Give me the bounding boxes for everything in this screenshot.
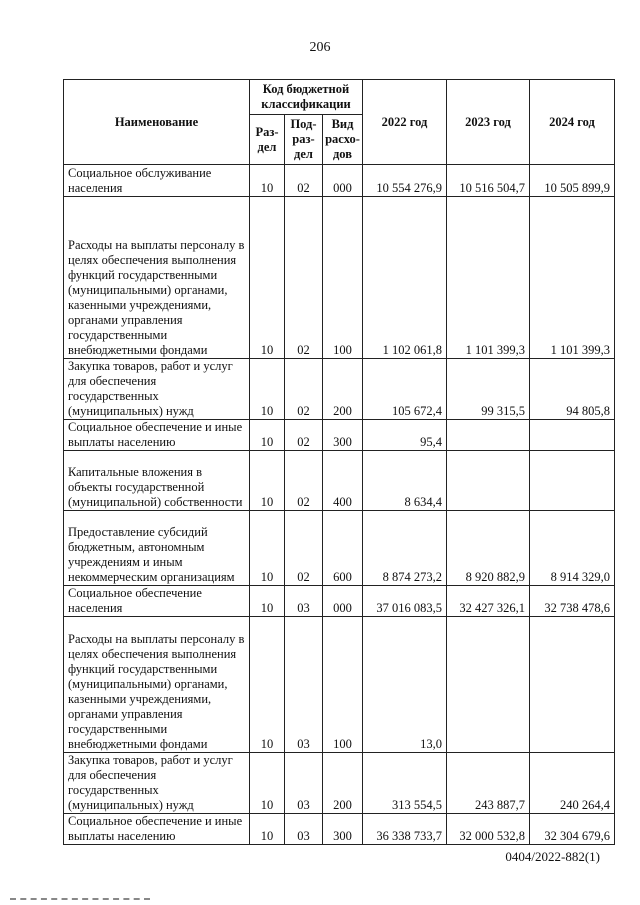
budget-table	[63, 79, 615, 845]
table-row	[64, 359, 615, 420]
row-expense-type: 600	[323, 511, 363, 586]
row-value-2023: 243 887,7	[447, 753, 530, 814]
row-value-2024: 32 738 478,6	[530, 586, 615, 617]
page-number: 206	[309, 40, 331, 55]
row-value-2024	[530, 451, 615, 511]
row-value-2024: 94 805,8	[530, 359, 615, 420]
row-subsection: 02	[285, 197, 323, 359]
table-header	[64, 80, 615, 165]
header-subsection: Под-раз-дел	[285, 115, 323, 165]
row-value-2024	[530, 617, 615, 753]
row-section: 10	[250, 420, 285, 451]
row-value-2024: 1 101 399,3	[530, 197, 615, 359]
row-name: Закупка товаров, работ и услуг для обеспечения государственных (муниципальных) нужд	[64, 359, 250, 420]
row-section: 10	[250, 617, 285, 753]
row-section: 10	[250, 165, 285, 197]
row-name: Социальное обеспечение и иные выплаты населению	[64, 420, 250, 451]
table-row	[64, 814, 615, 845]
row-expense-type: 100	[323, 617, 363, 753]
header-year-2023: 2023 год	[447, 80, 530, 165]
row-value-2023: 32 427 326,1	[447, 586, 530, 617]
row-subsection: 02	[285, 420, 323, 451]
row-name: Социальное обеспечение населения	[64, 586, 250, 617]
table-row	[64, 511, 615, 586]
row-expense-type: 200	[323, 359, 363, 420]
row-expense-type: 300	[323, 420, 363, 451]
row-section: 10	[250, 359, 285, 420]
row-name: Закупка товаров, работ и услуг для обеспечения государственных (муниципальных) нужд	[64, 753, 250, 814]
row-expense-type: 000	[323, 586, 363, 617]
row-expense-type: 000	[323, 165, 363, 197]
row-value-2023: 10 516 504,7	[447, 165, 530, 197]
row-value-2024: 32 304 679,6	[530, 814, 615, 845]
row-value-2022: 8 634,4	[363, 451, 447, 511]
row-value-2023: 8 920 882,9	[447, 511, 530, 586]
table-body	[64, 165, 615, 845]
table-row	[64, 165, 615, 197]
header-name: Наименование	[64, 80, 250, 165]
row-expense-type: 300	[323, 814, 363, 845]
row-value-2024: 240 264,4	[530, 753, 615, 814]
row-subsection: 02	[285, 359, 323, 420]
row-subsection: 03	[285, 814, 323, 845]
row-expense-type: 200	[323, 753, 363, 814]
row-expense-type: 400	[323, 451, 363, 511]
row-section: 10	[250, 586, 285, 617]
row-value-2024: 10 505 899,9	[530, 165, 615, 197]
footer-rule	[10, 898, 150, 901]
row-name: Расходы на выплаты персоналу в целях обеспечения выполнения функций государственными (муниципальными) органами, казенными учреждениями, органами управления государственными внебюджетными фондами	[64, 617, 250, 753]
header-code-group: Код бюджетной классификации	[250, 80, 363, 115]
row-value-2024: 8 914 329,0	[530, 511, 615, 586]
row-value-2022: 8 874 273,2	[363, 511, 447, 586]
row-section: 10	[250, 814, 285, 845]
header-year-2022: 2022 год	[363, 80, 447, 165]
row-value-2023: 32 000 532,8	[447, 814, 530, 845]
header-section: Раз-дел	[250, 115, 285, 165]
row-value-2022: 95,4	[363, 420, 447, 451]
row-value-2022: 37 016 083,5	[363, 586, 447, 617]
row-subsection: 02	[285, 165, 323, 197]
row-section: 10	[250, 753, 285, 814]
table-row	[64, 753, 615, 814]
row-value-2022: 1 102 061,8	[363, 197, 447, 359]
row-name: Социальное обслуживание населения	[64, 165, 250, 197]
header-year-2024: 2024 год	[530, 80, 615, 165]
row-value-2024	[530, 420, 615, 451]
row-name: Расходы на выплаты персоналу в целях обеспечения выполнения функций государственными (муниципальными) органами, казенными учреждениями, органами управления государственными внебюджетными фондами	[64, 197, 250, 359]
row-expense-type: 100	[323, 197, 363, 359]
table-row	[64, 420, 615, 451]
row-value-2023: 99 315,5	[447, 359, 530, 420]
row-name: Капитальные вложения в объекты государственной (муниципальной) собственности	[64, 451, 250, 511]
row-value-2022: 13,0	[363, 617, 447, 753]
row-name: Социальное обеспечение и иные выплаты населению	[64, 814, 250, 845]
row-value-2023	[447, 420, 530, 451]
row-section: 10	[250, 451, 285, 511]
row-subsection: 03	[285, 586, 323, 617]
row-subsection: 02	[285, 511, 323, 586]
row-name: Предоставление субсидий бюджетным, автономным учреждениям и иным некоммерческим организациям	[64, 511, 250, 586]
row-value-2023: 1 101 399,3	[447, 197, 530, 359]
row-section: 10	[250, 197, 285, 359]
row-subsection: 02	[285, 451, 323, 511]
table-row	[64, 586, 615, 617]
table-row	[64, 617, 615, 753]
document-code: 0404/2022-882(1)	[505, 849, 600, 864]
header-expense-type: Вид расхо-дов	[323, 115, 363, 165]
table-row	[64, 197, 615, 359]
row-value-2022: 36 338 733,7	[363, 814, 447, 845]
row-value-2022: 10 554 276,9	[363, 165, 447, 197]
row-value-2023	[447, 451, 530, 511]
row-subsection: 03	[285, 617, 323, 753]
row-value-2023	[447, 617, 530, 753]
row-value-2022: 105 672,4	[363, 359, 447, 420]
row-value-2022: 313 554,5	[363, 753, 447, 814]
row-subsection: 03	[285, 753, 323, 814]
table-row	[64, 451, 615, 511]
row-section: 10	[250, 511, 285, 586]
